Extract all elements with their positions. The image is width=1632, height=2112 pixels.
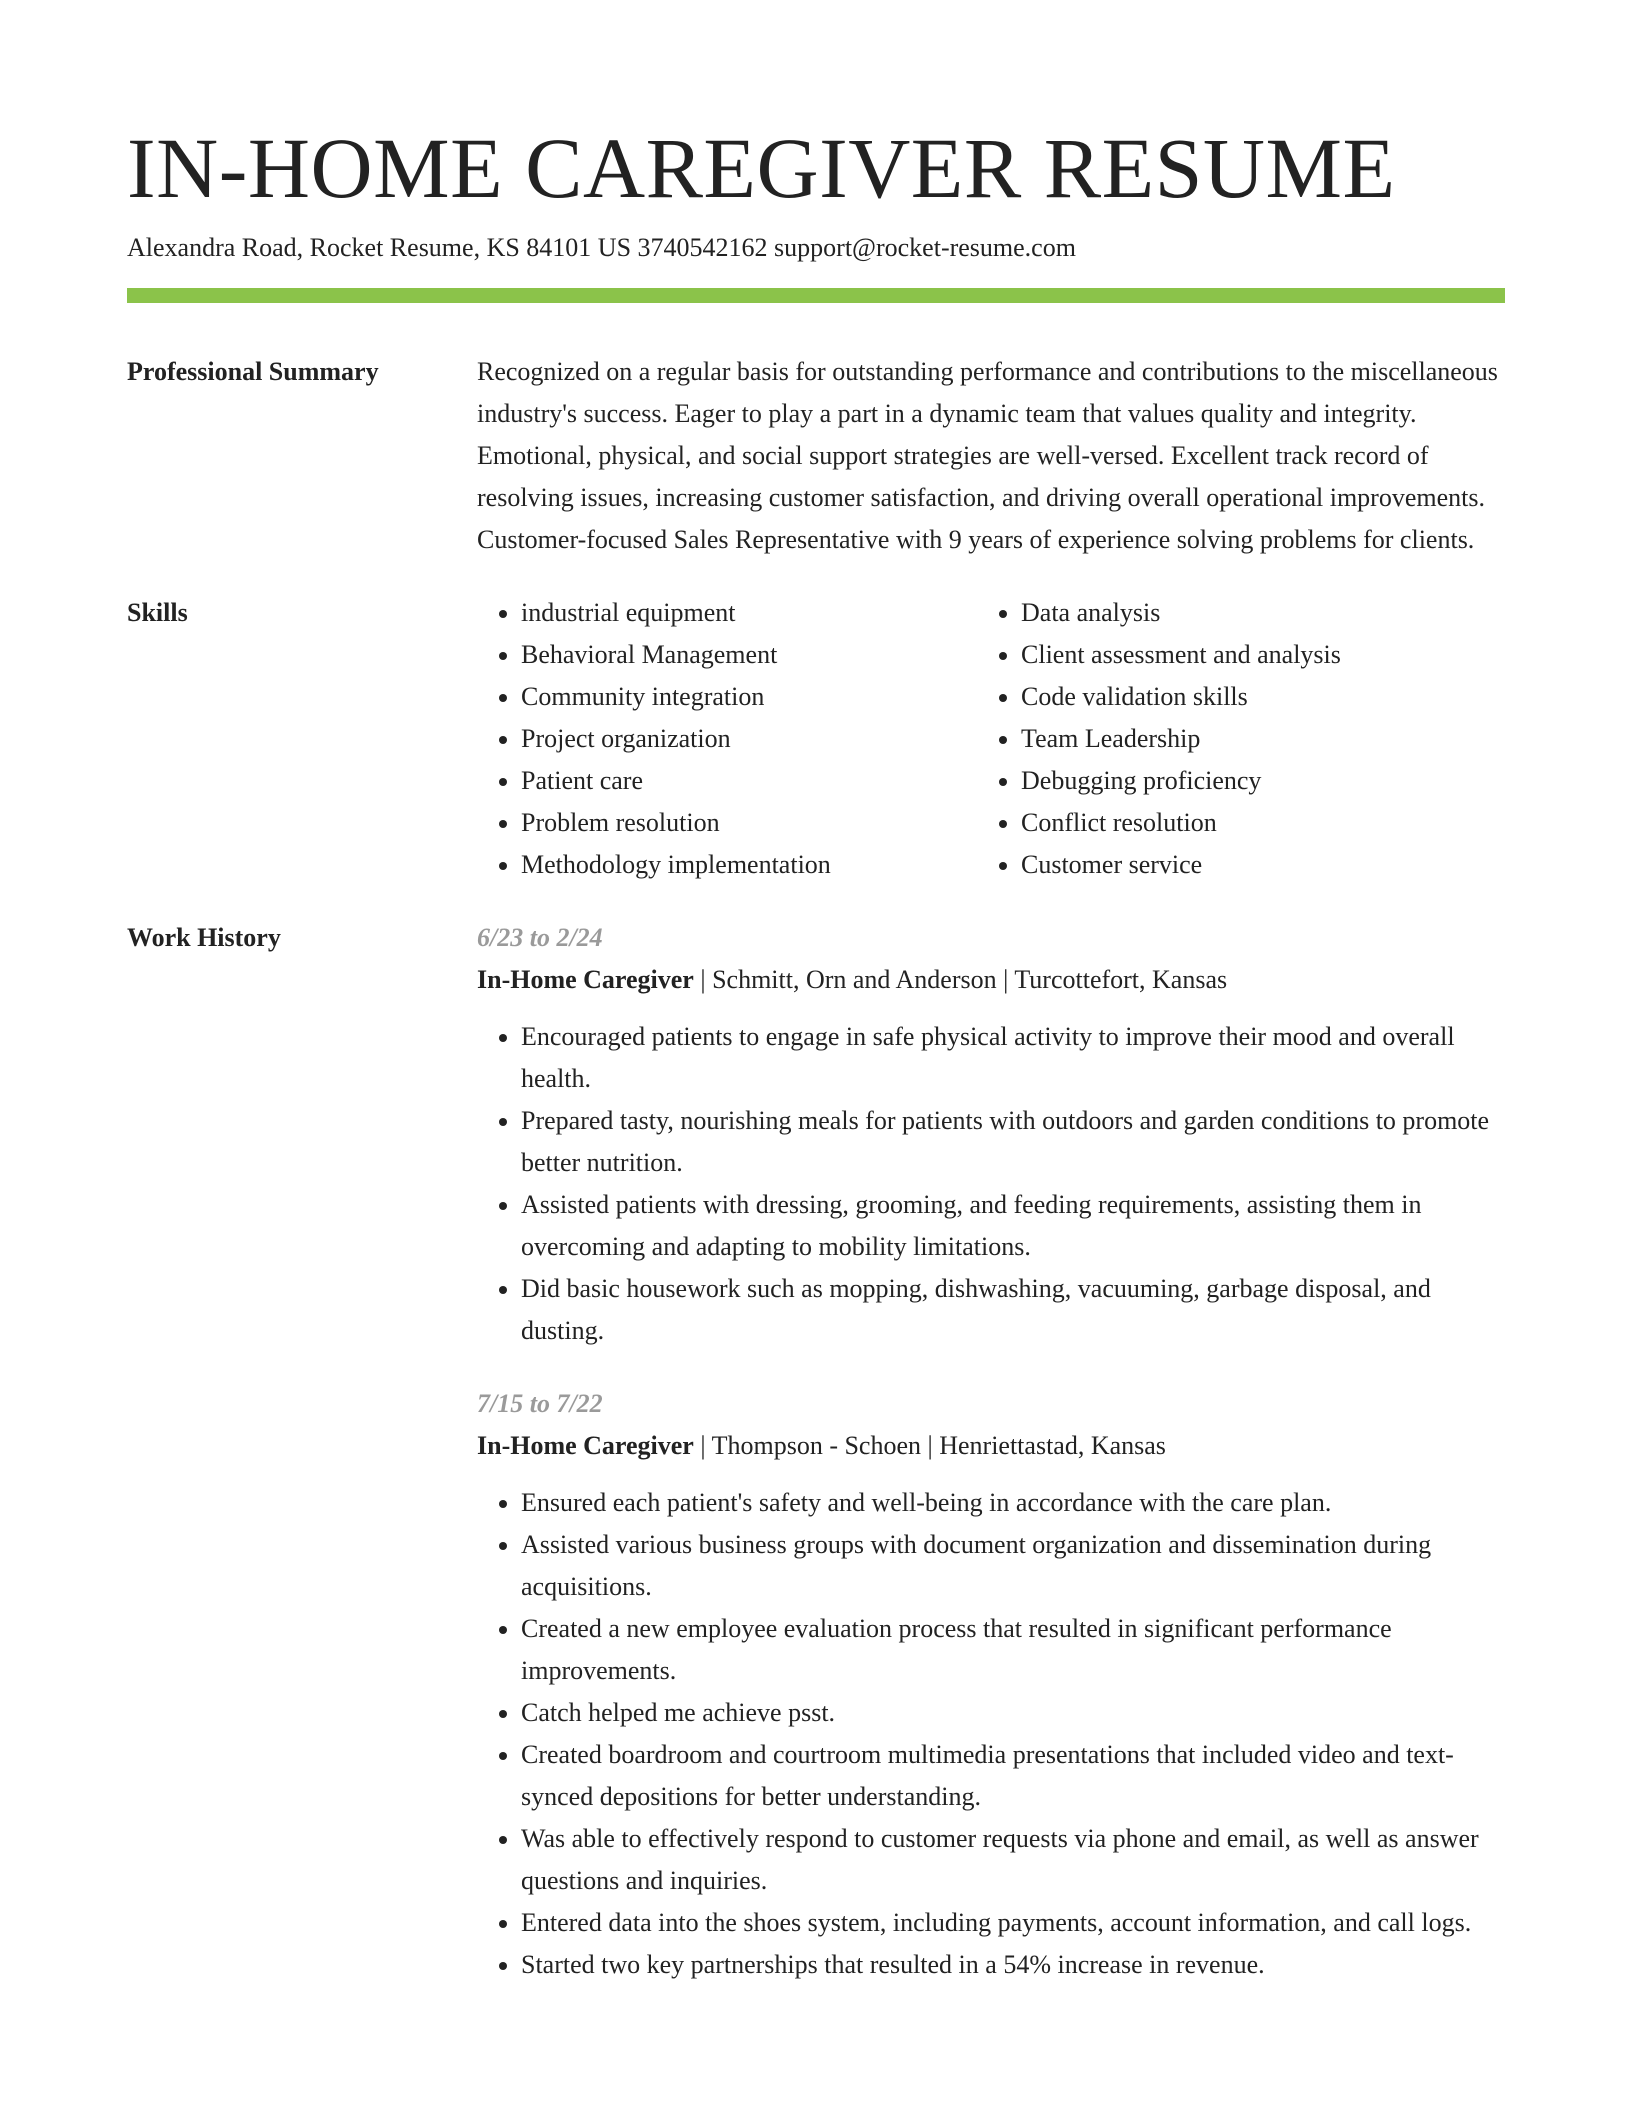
skill-item: • Behavioral Management [521,634,977,676]
job-employer-location: | Schmitt, Orn and Anderson | Turcottefort, Kansas [693,965,1228,994]
skill-item: • industrial equipment [521,592,977,634]
job-bullet: • Assisted various business groups with document organization and dissemination during acquisitions. [521,1524,1505,1608]
job-bullet: • Was able to effectively respond to customer requests via phone and email, as well as answer questions and inquiries. [521,1818,1505,1902]
job-heading [477,1425,1505,1467]
job-bullet-list [477,1482,1505,1986]
skill-item: • Conflict resolution [1021,802,1477,844]
skill-item: • Data analysis [1021,592,1477,634]
job-bullet-list [477,1016,1505,1352]
resume-title: IN-HOME CAREGIVER RESUME [127,120,1396,216]
skills-columns [477,592,1505,886]
skill-item: • Code validation skills [1021,676,1477,718]
job-title: In-Home Caregiver [477,1431,694,1460]
job-bullet: • Created boardroom and courtroom multimedia presentations that included video and text-synced depositions for better understanding. [521,1734,1505,1818]
skill-item: • Customer service [1021,844,1477,886]
job-bullet: • Did basic housework such as mopping, dishwashing, vacuuming, garbage disposal, and dusting. [521,1268,1505,1352]
skill-item: • Problem resolution [521,802,977,844]
job-bullet: • Catch helped me achieve psst. [521,1692,1505,1734]
job-heading [477,959,1505,1001]
job-dates: 7/15 to 7/22 [477,1389,603,1418]
section-label-work-history: Work History [127,923,281,952]
skills-column-1 [477,592,977,886]
job-dates: 6/23 to 2/24 [477,923,603,952]
job-bullet: • Created a new employee evaluation process that resulted in significant performance improvements. [521,1608,1505,1692]
job-bullet: • Prepared tasty, nourishing meals for patients with outdoors and garden conditions to promote better nutrition. [521,1100,1505,1184]
job-bullet: • Assisted patients with dressing, grooming, and feeding requirements, assisting them in overcoming and adapting to mobility limitations. [521,1184,1505,1268]
job-bullet: • Ensured each patient's safety and well-being in accordance with the care plan. [521,1482,1505,1524]
skill-item: • Methodology implementation [521,844,977,886]
job-bullet: • Started two key partnerships that resulted in a 54% increase in revenue. [521,1944,1505,1986]
work-history-body [477,917,1505,2017]
skill-item: • Community integration [521,676,977,718]
skill-item: • Client assessment and analysis [1021,634,1477,676]
job-bullet: • Entered data into the shoes system, including payments, account information, and call logs. [521,1902,1505,1944]
job-entry [477,917,1505,1352]
accent-divider [127,288,1505,303]
skill-item: • Debugging proficiency [1021,760,1477,802]
skill-item: • Patient care [521,760,977,802]
skills-section [127,592,1505,886]
professional-summary-section [127,351,1505,561]
section-label-skills: Skills [127,598,188,627]
job-entry [477,1383,1505,1986]
summary-text: Recognized on a regular basis for outstanding performance and contributions to the miscellaneous industry's success. Eager to play a part in a dynamic team that values quality and integrity. Emotional, physical, and social support strategies are well-versed. Excellent track record of resolving issues, increasing customer satisfaction, and driving overall operational improvements. Customer-focused Sales Representative with 9 years of experience solving problems for clients. [477,357,1498,554]
skill-item: • Team Leadership [1021,718,1477,760]
section-label-summary: Professional Summary [127,357,379,386]
work-history-section [127,917,1505,2017]
contact-line: Alexandra Road, Rocket Resume, KS 84101 US 3740542162 support@rocket-resume.com [127,233,1076,262]
skills-column-2 [977,592,1477,886]
job-employer-location: | Thompson - Schoen | Henriettastad, Kansas [693,1431,1166,1460]
skill-item: • Project organization [521,718,977,760]
job-bullet: • Encouraged patients to engage in safe physical activity to improve their mood and overall health. [521,1016,1505,1100]
job-title: In-Home Caregiver [477,965,694,994]
